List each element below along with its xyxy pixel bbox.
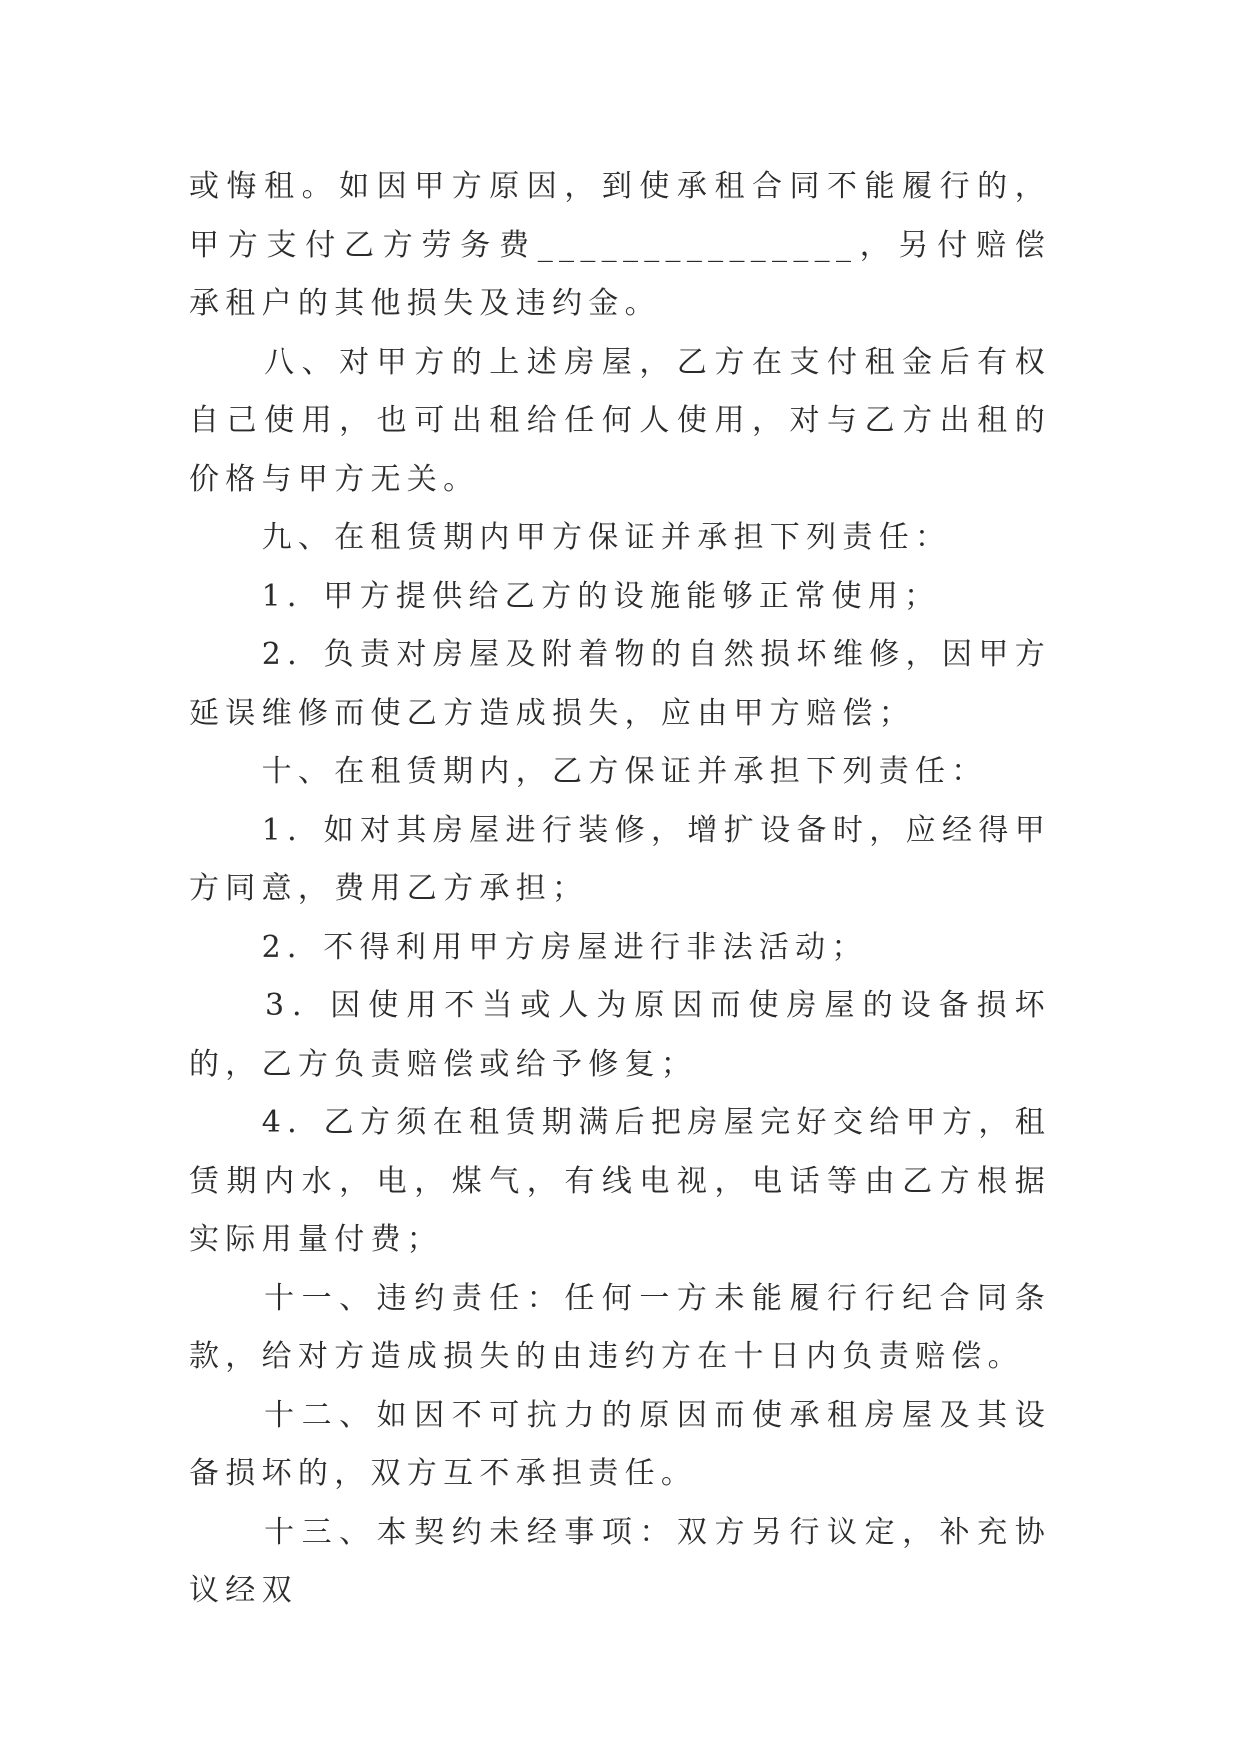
paragraph-clause-12: 十二、如因不可抗力的原因而使承租房屋及其设备损坏的，双方互不承担责任。 [189,1397,1051,1491]
paragraph-clause-9-item-1: 1．甲方提供给乙方的设施能够正常使用； [189,578,941,614]
paragraph-clause-10-item-1: 1．如对其房屋进行装修，增扩设备时，应经得甲方同意，费用乙方承担； [189,812,1051,906]
paragraph-clause-10-item-4: 4．乙方须在租赁期满后把房屋完好交给甲方，租赁期内水，电，煤气，有线电视，电话等由乙方根据实际用量付费； [189,1105,1051,1257]
document-body [189,158,1051,1621]
paragraph-clause-10: 十、在租赁期内，乙方保证并承担下列责任： [189,754,988,789]
paragraph-clause-10-item-3: 3．因使用不当或人为原因而使房屋的设备损坏的，乙方负责赔偿或给予修复； [189,988,1051,1082]
paragraph-continuation-compensation: 或悔租。如因甲方原因，到使承租合同不能履行的，甲方支付乙方劳务费_______________，另付赔偿承租户的其他损失及违约金。 [189,169,1051,321]
paragraph-clause-13: 十三、本契约未经事项：双方另行议定，补充协议经双 [189,1514,1051,1608]
paragraph-clause-9: 九、在租赁期内甲方保证并承担下列责任： [189,520,952,555]
paragraph-clause-11: 十一、违约责任：任何一方未能履行行纪合同条款，给对方造成损失的由违约方在十日内负责赔偿。 [189,1280,1051,1374]
paragraph-clause-9-item-2: 2．负责对房屋及附着物的自然损坏维修，因甲方延误维修而使乙方造成损失，应由甲方赔偿； [189,637,1051,731]
paragraph-clause-10-item-2: 2．不得利用甲方房屋进行非法活动； [189,929,868,965]
paragraph-clause-8: 八、对甲方的上述房屋，乙方在支付租金后有权自己使用，也可出租给任何人使用，对与乙方出租的价格与甲方无关。 [189,344,1051,497]
